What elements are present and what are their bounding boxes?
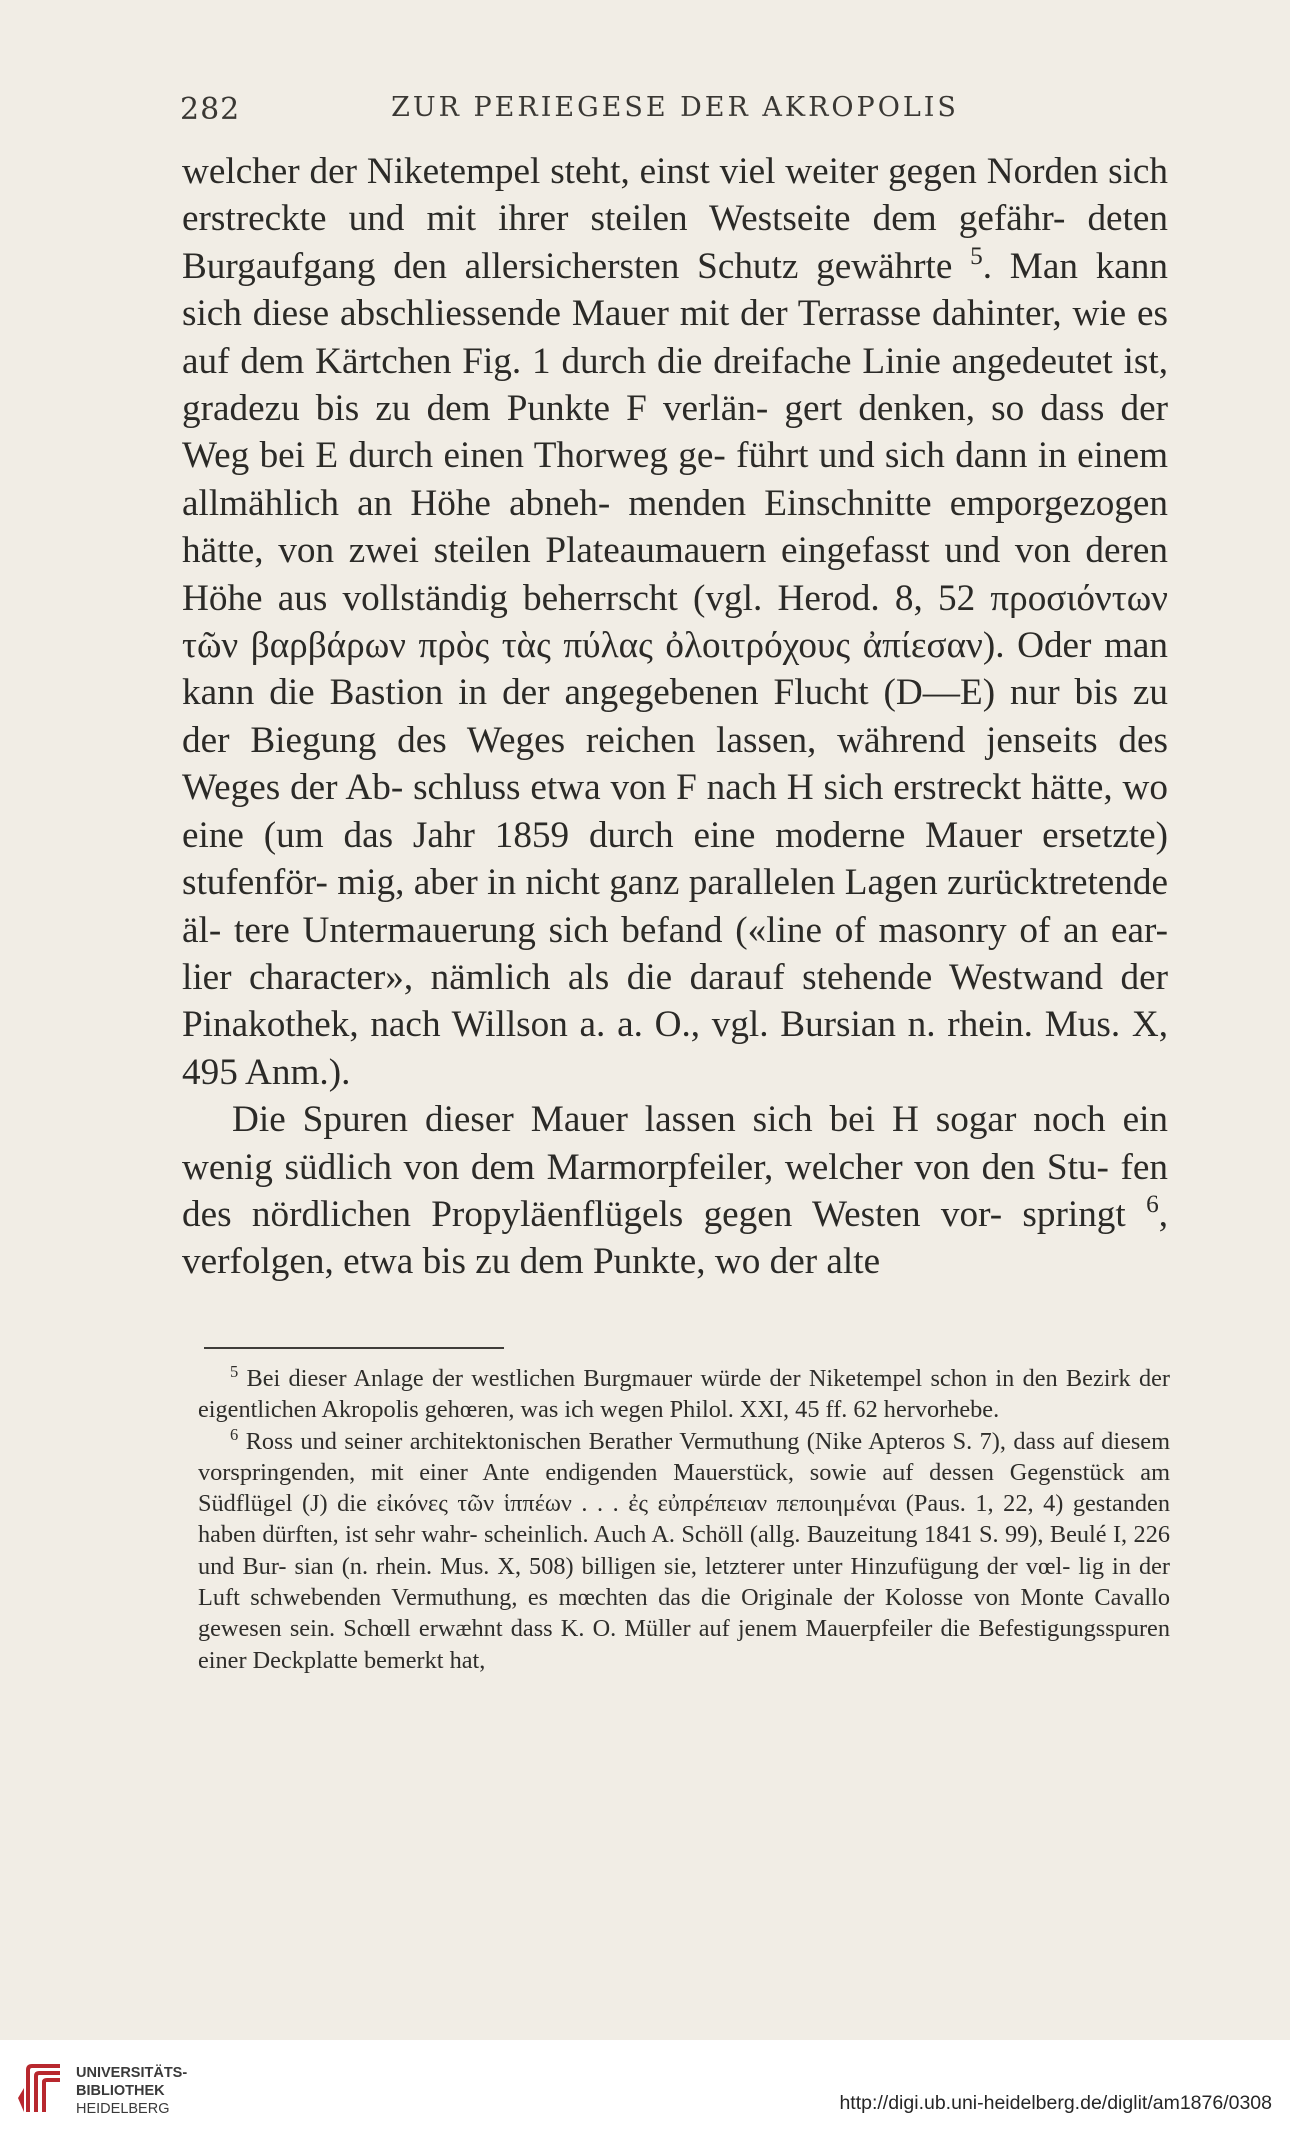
paragraph-text: Die Spuren dieser Mauer lassen sich bei H sogar noch ein wenig südlich von dem Marmorpfeiler, welcher von den Stu- fen des nördlichen Propyläenflügels gegen Westen vor- springt	[182, 1099, 1168, 1235]
library-name-line: UNIVERSITÄTS-	[76, 2065, 188, 2081]
footnote-mark: 6	[230, 1424, 239, 1444]
footnote-reference: 5	[970, 241, 983, 270]
paragraph-text: welcher der Niketempel steht, einst viel weiter gegen Norden sich erstreckte und mit ihrer steilen Westseite dem gefähr- deten Burgaufgang den allersichersten Schutz gewährte	[182, 151, 1168, 287]
paragraph-text: . Man kann sich diese abschliessende Mauer mit der Terrasse dahinter, wie es auf dem Kärtchen Fig. 1 durch die dreifache Linie angedeutet ist, gradezu bis zu dem Punkte F verlän- gert denken, so dass der Weg bei E durch einen Thorweg ge- führt und sich dann in einem allmählich an Höhe abneh- menden Einschnitte emporgezogen hätte, von zwei steilen Plateaumauern eingefasst und von deren Höhe aus vollständig beherrscht (vgl. Herod. 8, 52 προσιόντων τῶν βαρβάρων πρὸς τὰς πύλας ὀλοιτρόχους ἀπίεσαν). Oder man kann die Bastion in der angegebenen Flucht (D—E) nur bis zu der Biegung des Weges reichen lassen, während jenseits des Weges der Ab- schluss etwa von F nach H sich erstreckt hätte, wo eine (um das Jahr 1859 durch eine moderne Mauer ersetzte) stufenför- mig, aber in nicht ganz parallelen Lagen zurücktretende äl- tere Untermauerung sich befand («line of masonry of an ear- lier character», nämlich als die darauf stehende Westwand der Pinakothek, nach Willson a. a. O., vgl. Bursian n. rhein. Mus. X, 495 Anm.).	[182, 245, 1168, 1093]
footnote-text: Ross und seiner architektonischen Berather Vermuthung (Nike Apteros S. 7), dass auf diesem vorspringenden, mit einer Ante endigenden Mauerstück, sowie auf dessen Gegenstück am Südflügel (J) die εἰκόνες τῶν ἱππέων . . . ἐς εὐπρέπειαν πεποιημέναι (Paus. 1, 22, 4) gestanden haben dürften, ist sehr wahr- scheinlich. Auch A. Schöll (allg. Bauzeitung 1841 S. 99), Beulé I, 226 und Bur- sian (n. rhein. Mus. X, 508) billigen sie, letzterer unter Hinzufügung der vœl- lig in der Luft schwebenden Vermuthung, es mœchten das die Originale der Kolosse von Monte Cavallo gewesen sein. Schœll erwæhnt dass K. O. Müller auf jenem Mauerpfeiler die Befestigungsspuren einer Deckplatte bemerkt hat,	[198, 1427, 1170, 1674]
paragraph	[182, 1096, 1168, 1286]
footnote-mark: 5	[230, 1361, 239, 1381]
page-number: 282	[180, 92, 241, 127]
library-logo-icon	[14, 2062, 66, 2116]
source-url-link[interactable]: http://digi.ub.uni-heidelberg.de/diglit/am1876/0308	[839, 2092, 1272, 2114]
footnote-text: Bei dieser Anlage der westlichen Burgmauer würde der Niketempel schon in den Bezirk der eigentlichen Akropolis gehœren, was ich wegen Philol. XXI, 45 ff. 62 hervorhebe.	[198, 1365, 1170, 1424]
paragraph-text: , verfolgen, etwa bis zu dem Punkte, wo der alte	[182, 1193, 1168, 1283]
library-name	[76, 2064, 187, 2118]
footnote	[198, 1363, 1170, 1426]
viewer-footer	[0, 2040, 1290, 2134]
body-text	[182, 148, 1168, 1286]
footnotes	[198, 1363, 1170, 1676]
footnote-separator	[204, 1347, 504, 1349]
footnote	[198, 1426, 1170, 1676]
footnote-reference: 6	[1146, 1190, 1159, 1219]
paragraph	[182, 148, 1168, 1096]
library-name-line: BIBLIOTHEK	[76, 2083, 165, 2099]
running-head	[180, 92, 1170, 136]
library-name-line: HEIDELBERG	[76, 2101, 170, 2117]
running-title: ZUR PERIEGESE DER AKROPOLIS	[391, 92, 959, 123]
